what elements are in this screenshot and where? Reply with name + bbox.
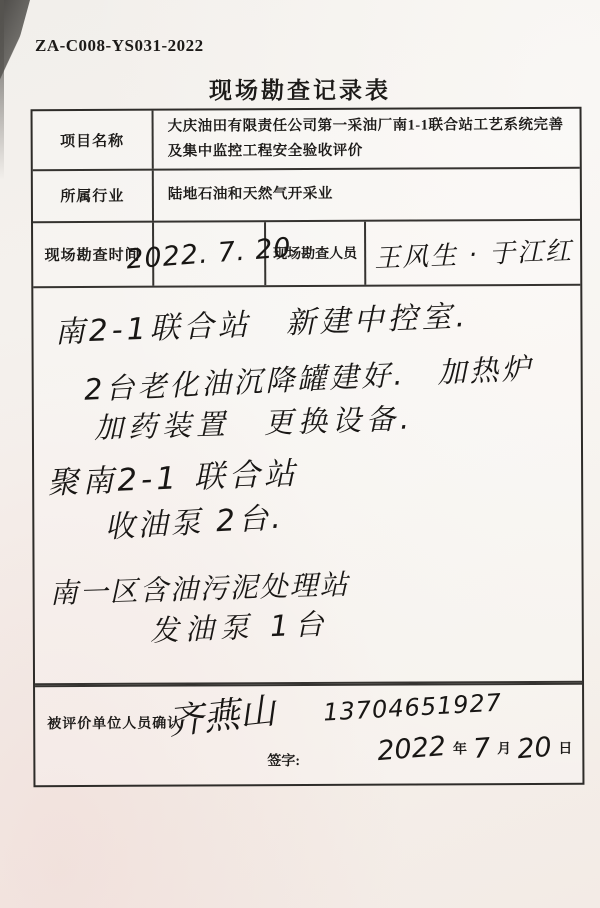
handwritten-signatures: 王风生 · 于江红	[373, 236, 574, 274]
doc-number: ZA-C008-YS031-2022	[35, 36, 204, 55]
industry-label: 所属行业	[33, 171, 154, 221]
handwritten-note-line: 聚南2-1 联合站	[46, 455, 300, 502]
confirm-label: 被评价单位人员确认	[47, 716, 183, 733]
survey-notes-area	[33, 285, 582, 685]
handwritten-note-line: 南一区含油污泥处理站	[49, 567, 351, 610]
date-day-unit: 日	[558, 742, 573, 758]
row-survey	[33, 221, 580, 288]
page-title: 现场勘查记录表	[209, 78, 391, 103]
survey-person-value-handwritten	[366, 221, 580, 285]
phone-number-handwritten: 13704651927	[322, 688, 503, 727]
confirm-signature-handwritten: 齐燕山	[165, 690, 278, 744]
handwritten-note-line: 加药装置 更换设备.	[93, 400, 415, 445]
handwritten-date: 2022. 7. 20	[125, 232, 293, 276]
date-day-handwritten: 20	[516, 732, 553, 766]
industry-value: 陆地石油和天然气开采业	[167, 186, 333, 203]
project-name-value: 大庆油田有限责任公司第一采油厂南1-1联合站工艺系统完善及集中监控工程安全验收评价	[167, 116, 564, 160]
project-name-label: 项目名称	[33, 111, 154, 170]
handwritten-note-line: 收油泵 2台.	[103, 500, 285, 546]
date-month-unit: 月	[497, 742, 512, 758]
row-confirmation	[35, 683, 582, 785]
record-form-table	[31, 107, 585, 787]
row-industry	[33, 169, 580, 223]
confirm-date	[376, 731, 575, 768]
date-month-handwritten: 7	[472, 732, 492, 766]
survey-time-value-handwritten	[125, 222, 293, 285]
date-year-unit: 年	[452, 742, 467, 758]
handwritten-note-line: 南2-1联合站 新建中控室.	[54, 298, 470, 350]
date-year-handwritten: 2022	[376, 731, 448, 768]
handwritten-note-line: 2台老化油沉降罐建好. 加热炉	[83, 350, 534, 407]
row-project-name	[33, 109, 580, 171]
survey-time-label: 现场勘查时间	[33, 222, 154, 285]
handwritten-note-line: 发油泵 1台	[149, 606, 331, 648]
sign-here-label: 签字:	[267, 754, 301, 770]
survey-person-label: 现场勘查人员	[266, 222, 366, 285]
